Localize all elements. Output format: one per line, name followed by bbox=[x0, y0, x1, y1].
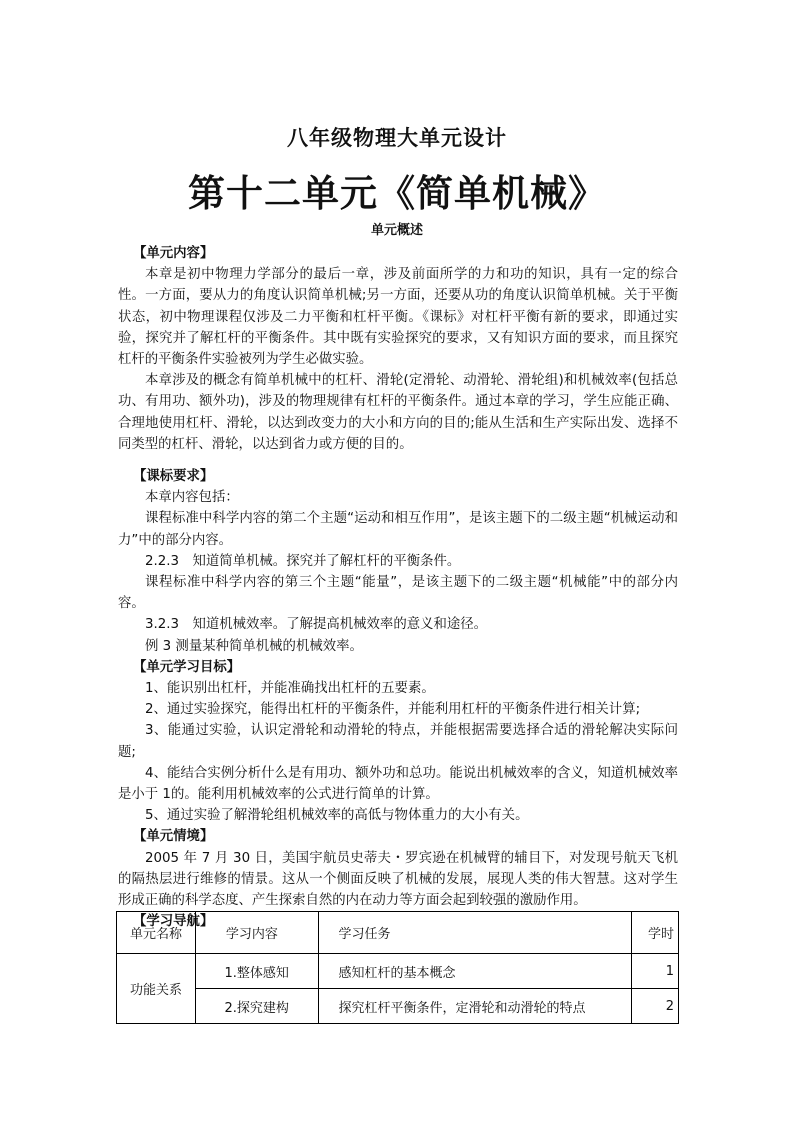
table-row bbox=[117, 989, 679, 1024]
paragraph: 2005 年 7 月 30 日，美国宇航员史蒂夫・罗宾逊在机械臂的辅目下，对发现号航天飞机的隔热层进行维修的情景。这从一个侧面反映了机械的发展，展现人类的伟大智慧。这对学生形成正确的科学态度、产生探索自然的内在动力等方面会起到较强的激励作用。 bbox=[118, 850, 678, 909]
heading-context: 【单元情境】 bbox=[133, 829, 214, 845]
header-cell: 单元名称 bbox=[117, 912, 196, 954]
table-cell: 感知杠杆的基本概念 bbox=[318, 954, 632, 989]
header-cell: 学习任务 bbox=[318, 912, 632, 954]
table-cell: 2 bbox=[632, 989, 679, 1024]
header-cell: 学习内容 bbox=[195, 912, 318, 954]
table-cell: 2.探究建构 bbox=[195, 989, 318, 1024]
unit-title: 第十二单元《简单机械》 bbox=[188, 172, 606, 215]
paragraph: 3.2.3 知道机械效率。了解提高机械效率的意义和途径。 bbox=[145, 617, 488, 633]
paragraph: 2.2.3 知道简单机械。探究并了解杠杆的平衡条件。 bbox=[145, 553, 461, 569]
paragraph: 课程标准中科学内容的第二个主题“运动和相互作用”，是该主题下的二级主题“机械运动和力”中的部分内容。 bbox=[118, 511, 678, 548]
heading-navigation: 【学习导航】 bbox=[133, 914, 214, 930]
heading-unit-content: 【单元内容】 bbox=[133, 246, 214, 261]
heading-standards: 【课标要求】 bbox=[133, 469, 214, 485]
table-cell: 1 bbox=[632, 954, 679, 989]
table-header-row bbox=[117, 912, 679, 954]
group-cell: 功能关系 bbox=[117, 954, 196, 1024]
paragraph: 本章涉及的概念有简单机械中的杠杆、滑轮(定滑轮、动滑轮、滑轮组)和机械效率(包括总功、有用功、额外功)，涉及的物理规律有杠杆的平衡条件。通过本章的学习，学生应能正确、合理地使用杠杆、滑轮，以达到改变力的大小和方向的目的;能从生活和生产实际出发、选择不同类型的杠杆、滑轮，以达到省力或方便的目的。 bbox=[118, 373, 678, 452]
section-title-overview: 单元概述 bbox=[370, 223, 423, 238]
header-cell: 学时 bbox=[632, 912, 679, 954]
table-cell: 探究杠杆平衡条件，定滑轮和动滑轮的特点 bbox=[318, 989, 632, 1024]
learning-navigation-table bbox=[116, 911, 679, 1024]
document-body bbox=[118, 243, 678, 933]
list-item: 3、能通过实验，认识定滑轮和动滑轮的特点，并能根据需要选择合适的滑轮解决实际问题; bbox=[118, 723, 678, 760]
list-item: 5、通过实验了解滑轮组机械效率的高低与物体重力的大小有关。 bbox=[145, 808, 529, 824]
paragraph: 例 3 测量某种简单机械的机械效率。 bbox=[145, 638, 363, 654]
paragraph: 本章是初中物理力学部分的最后一章，涉及前面所学的力和功的知识，具有一定的综合性。一方面，要从力的角度认识简单机械;另一方面，还要从功的角度认识简单机械。关于平衡状态，初中物理课程仅涉及二力平衡和杠杆平衡。《课标》对杠杆平衡有新的要求，即通过实验，探究并了解杠杆的平衡条件。其中既有实验探究的要求，又有知识方面的要求，而且探究杠杆的平衡条件实验被列为学生必做实验。 bbox=[118, 267, 678, 368]
paragraph: 课程标准中科学内容的第三个主题“能量”，是该主题下的二级主题“机械能”中的部分内容。 bbox=[118, 575, 678, 612]
document-title: 八年级物理大单元设计 bbox=[287, 126, 507, 150]
list-item: 2、通过实验探究，能得出杠杆的平衡条件，并能利用杠杆的平衡条件进行相关计算; bbox=[145, 702, 641, 718]
paragraph: 本章内容包括： bbox=[145, 490, 239, 506]
list-item: 1、能识别出杠杆，并能准确找出杠杆的五要素。 bbox=[145, 681, 435, 697]
table-row bbox=[117, 954, 679, 989]
list-item: 4、能结合实例分析什么是有用功、额外功和总功。能说出机械效率的含义，知道机械效率是小于 1的。能利用机械效率的公式进行简单的计算。 bbox=[118, 765, 678, 803]
heading-learning-goals: 【单元学习目标】 bbox=[133, 659, 241, 675]
table-cell: 1.整体感知 bbox=[195, 954, 318, 989]
